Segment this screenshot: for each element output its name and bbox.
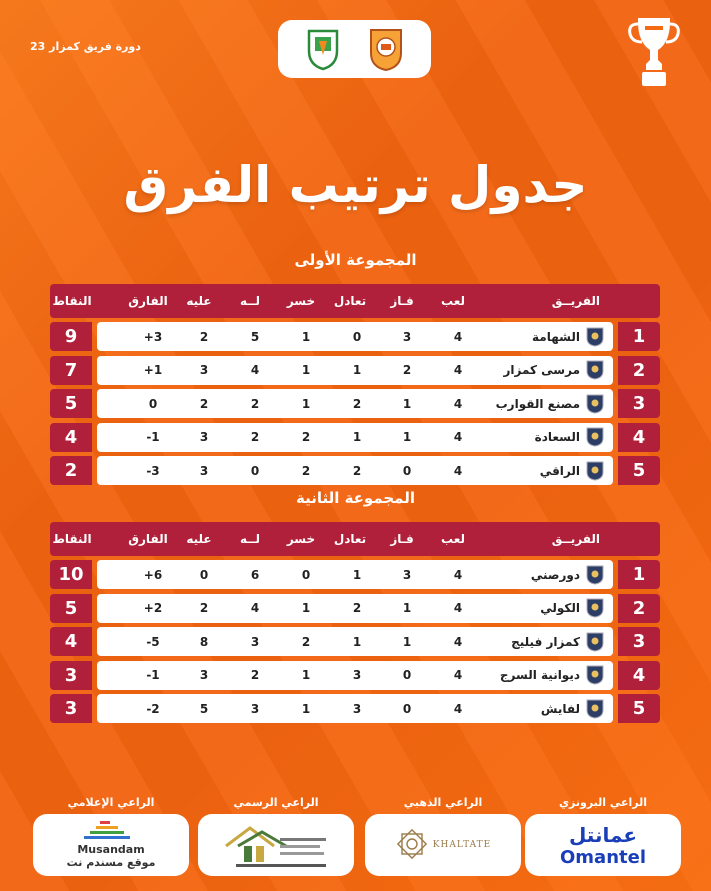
table-row: [50, 560, 660, 589]
team-name: مرسى كمزار: [503, 363, 580, 377]
col-played: لعب: [441, 294, 465, 308]
team-logo-icon: [586, 598, 604, 618]
sponsor-official-label: الراعي الرسمي: [233, 796, 319, 809]
team-cell: [500, 661, 604, 690]
team-name: مصنع القوارب: [495, 396, 580, 411]
col-played: لعب: [441, 532, 465, 546]
team-cell: [540, 456, 604, 485]
rank-badge: 4: [618, 423, 660, 452]
col-won: فـاز: [390, 532, 414, 546]
team-logo-icon: [586, 394, 604, 414]
omantel-name-ar: عمانتل: [568, 822, 638, 847]
tournament-name: دورة فريق كمزار 23: [30, 40, 141, 53]
stat-for: 2: [250, 396, 260, 411]
omantel-name-en: Omantel: [559, 846, 646, 868]
table-row: [50, 423, 660, 452]
stat-won: 0: [402, 668, 412, 682]
team-cell: [503, 356, 604, 385]
stat-for: 4: [250, 601, 260, 615]
points-badge: 5: [50, 594, 92, 623]
group2-title: المجموعة الثانية: [295, 489, 416, 507]
musandam-name-ar: موقع مسندم نت: [66, 856, 156, 869]
col-draw: تعادل: [333, 532, 367, 546]
sponsor-musandam-card[interactable]: [33, 814, 189, 876]
club-logo-left-icon: [305, 27, 341, 71]
table-row: [50, 322, 660, 351]
official-sponsor-logo-icon: [216, 820, 336, 870]
sponsor-gold-label: الراعي الذهبي: [403, 796, 483, 809]
stat-lost: 2: [301, 463, 311, 478]
stat-draw: 1: [352, 567, 362, 582]
rank-badge: 4: [618, 661, 660, 690]
stat-diff: +6: [143, 567, 163, 582]
col-diff: الفارق: [128, 532, 168, 546]
team-logo-icon: [586, 632, 604, 652]
table-row: [50, 456, 660, 485]
points-badge: 9: [50, 322, 92, 351]
team-logo-icon: [586, 327, 604, 347]
stat-draw: 2: [352, 396, 362, 411]
team-name: السعادة: [534, 430, 580, 444]
stat-diff: -5: [146, 634, 160, 649]
group2-header: [50, 522, 660, 556]
stat-played: 4: [453, 601, 463, 615]
rank-badge: 3: [618, 627, 660, 656]
col-lost: خسر: [286, 532, 316, 546]
khaltate-name: KHALTATE: [432, 840, 492, 850]
rank-badge: 1: [618, 560, 660, 589]
team-logo-icon: [586, 665, 604, 685]
col-team: الفريــق: [551, 294, 600, 308]
team-logo-icon: [586, 427, 604, 447]
stat-against: 2: [199, 601, 209, 615]
points-badge: 4: [50, 627, 92, 656]
team-cell: [511, 627, 604, 656]
stat-draw: 1: [352, 363, 362, 377]
musandam-logo-icon: [56, 821, 166, 839]
team-logo-icon: [586, 461, 604, 481]
team-cell: [532, 322, 604, 351]
stat-played: 4: [453, 363, 463, 377]
col-points: النقاط: [52, 532, 92, 546]
stat-for: 2: [250, 668, 260, 682]
table-row: [50, 694, 660, 723]
team-name: ديوانية السرج: [499, 668, 580, 682]
sponsor-media-label: الراعي الإعلامي: [67, 796, 155, 809]
stat-played: 4: [453, 634, 463, 649]
stat-lost: 1: [301, 329, 311, 344]
stat-lost: 2: [301, 430, 311, 444]
col-won: فـاز: [390, 294, 414, 308]
team-cell: [541, 694, 604, 723]
stat-played: 4: [453, 701, 463, 716]
table-row: [50, 594, 660, 623]
stat-draw: 1: [352, 634, 362, 649]
team-cell: [535, 423, 604, 452]
team-name: لفايش: [540, 701, 580, 716]
table-row: [50, 661, 660, 690]
table-row: [50, 389, 660, 418]
team-cell: [531, 560, 604, 589]
stat-played: 4: [453, 396, 463, 411]
stat-for: 4: [250, 363, 260, 377]
stat-won: 1: [402, 430, 412, 444]
col-for: لــه: [240, 532, 260, 546]
rank-badge: 2: [618, 594, 660, 623]
stat-won: 1: [402, 396, 412, 411]
group1-title: المجموعة الأولى: [294, 251, 417, 269]
stat-won: 0: [402, 701, 412, 716]
stat-diff: 0: [148, 396, 158, 411]
stat-for: 6: [250, 567, 260, 582]
stat-played: 4: [453, 430, 463, 444]
stat-draw: 1: [352, 430, 362, 444]
stat-against: 3: [199, 668, 209, 682]
col-draw: تعادل: [333, 294, 367, 308]
club-logos: [278, 20, 431, 78]
points-badge: 4: [50, 423, 92, 452]
table-row: [50, 356, 660, 385]
stat-diff: +2: [143, 601, 163, 615]
col-team: الفريــق: [551, 532, 600, 546]
col-against: عليه: [186, 532, 212, 546]
stat-lost: 1: [301, 601, 311, 615]
points-badge: 2: [50, 456, 92, 485]
rank-badge: 5: [618, 694, 660, 723]
group1-header: [50, 284, 660, 318]
stat-played: 4: [453, 463, 463, 478]
points-badge: 7: [50, 356, 92, 385]
sponsor-official-card[interactable]: [198, 814, 354, 876]
sponsor-omantel-card[interactable]: [525, 814, 681, 876]
stat-against: 3: [199, 430, 209, 444]
rank-badge: 3: [618, 389, 660, 418]
stat-against: 0: [199, 567, 209, 582]
points-badge: 3: [50, 694, 92, 723]
stat-lost: 2: [301, 634, 311, 649]
team-name: كمزار فيليج: [511, 634, 580, 649]
club-logo-right-icon: [368, 27, 404, 71]
points-badge: 5: [50, 389, 92, 418]
team-cell: [540, 594, 604, 623]
stat-against: 5: [199, 701, 209, 716]
stat-for: 0: [250, 463, 260, 478]
stat-won: 1: [402, 634, 412, 649]
stat-diff: -3: [146, 463, 160, 478]
team-logo-icon: [586, 565, 604, 585]
stat-played: 4: [453, 668, 463, 682]
stat-draw: 3: [352, 701, 362, 716]
trophy-icon: [628, 12, 680, 90]
col-against: عليه: [186, 294, 212, 308]
stat-against: 3: [199, 463, 209, 478]
stat-played: 4: [453, 329, 463, 344]
stat-diff: -1: [146, 430, 160, 444]
stat-lost: 0: [301, 567, 311, 582]
stat-for: 3: [250, 634, 260, 649]
team-name: الشهامة: [532, 329, 580, 344]
rank-badge: 2: [618, 356, 660, 385]
stat-against: 2: [199, 329, 209, 344]
col-for: لــه: [240, 294, 260, 308]
points-badge: 3: [50, 661, 92, 690]
team-name: الراقي: [539, 463, 580, 478]
page-title: جدول ترتيب الفرق: [123, 156, 588, 214]
stat-won: 2: [402, 363, 412, 377]
stat-diff: +1: [143, 363, 163, 377]
col-points: النقاط: [52, 294, 92, 308]
stat-lost: 1: [301, 363, 311, 377]
stat-lost: 1: [301, 701, 311, 716]
col-lost: خسر: [286, 294, 316, 308]
stat-against: 8: [199, 634, 209, 649]
stat-draw: 2: [352, 463, 362, 478]
stat-draw: 3: [352, 668, 362, 682]
khaltate-logo-icon: [395, 825, 429, 865]
stat-against: 2: [199, 396, 209, 411]
stat-played: 4: [453, 567, 463, 582]
stat-won: 3: [402, 329, 412, 344]
team-logo-icon: [586, 699, 604, 719]
team-cell: [496, 389, 604, 418]
stat-draw: 0: [352, 329, 362, 344]
col-diff: الفارق: [128, 294, 168, 308]
sponsor-khaltate-card[interactable]: [365, 814, 521, 876]
stat-won: 1: [402, 601, 412, 615]
team-logo-icon: [586, 360, 604, 380]
stat-diff: -2: [146, 701, 160, 716]
table-row: [50, 627, 660, 656]
stat-diff: -1: [146, 668, 160, 682]
rank-badge: 5: [618, 456, 660, 485]
rank-badge: 1: [618, 322, 660, 351]
stat-for: 5: [250, 329, 260, 344]
stat-won: 0: [402, 463, 412, 478]
points-badge: 10: [50, 560, 92, 589]
stat-lost: 1: [301, 668, 311, 682]
stat-for: 2: [250, 430, 260, 444]
team-name: دورصني: [530, 567, 580, 582]
stat-diff: +3: [143, 329, 163, 344]
team-name: الكولي: [540, 601, 580, 615]
stat-won: 3: [402, 567, 412, 582]
stat-lost: 1: [301, 396, 311, 411]
sponsor-bronze-label: الراعي البرونزي: [558, 796, 648, 809]
stat-for: 3: [250, 701, 260, 716]
stat-draw: 2: [352, 601, 362, 615]
stat-against: 3: [199, 363, 209, 377]
musandam-name-en: Musandam: [77, 843, 145, 856]
